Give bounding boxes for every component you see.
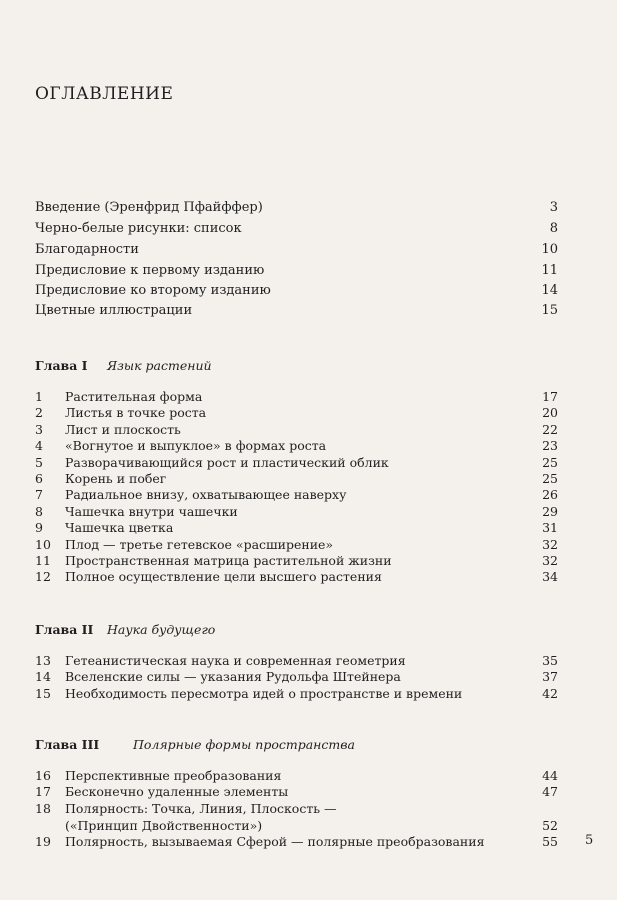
toc-entry	[35, 487, 558, 503]
entry-page: 44	[542, 768, 558, 783]
toc-entry	[35, 768, 558, 784]
entry-text: Полярность, вызываемая Сферой — полярные преобразования	[65, 834, 485, 849]
entry-text: Разворачивающийся рост и пластический облик	[65, 455, 389, 470]
entry-text: Необходимость пересмотра идей о пространстве и времени	[65, 686, 463, 701]
toc-entry	[35, 263, 558, 283]
entry-page: 25	[542, 471, 558, 486]
entry-number: 1	[35, 389, 43, 404]
toc-entry	[35, 303, 558, 323]
entry-text: «Вогнутое и выпуклое» в формах роста	[65, 438, 327, 453]
entry-page: 34	[542, 569, 558, 584]
entry-page: 32	[542, 537, 558, 552]
chapter-label: Глава II	[35, 622, 94, 637]
entry-page: 42	[542, 686, 558, 701]
entry-page: 25	[542, 455, 558, 470]
entry-number: 19	[35, 834, 51, 849]
toc-entry	[35, 553, 558, 569]
entry-page: 52	[542, 818, 558, 833]
chapter-title: Язык растений	[107, 358, 212, 373]
toc-entry	[35, 569, 558, 585]
entry-page: 22	[542, 422, 558, 437]
entry-number: 4	[35, 438, 43, 453]
entry-number: 15	[35, 686, 51, 701]
entry-text: Предисловие ко второму изданию	[35, 283, 271, 298]
entry-page: 29	[542, 504, 558, 519]
entry-text: Введение (Эренфрид Пфайффер)	[35, 200, 263, 215]
entry-text: Лист и плоскость	[65, 422, 181, 437]
toc-entry	[35, 520, 558, 536]
toc-entry	[35, 834, 558, 850]
toc-entry	[35, 801, 558, 817]
entry-number: 10	[35, 537, 51, 552]
page-number: 5	[585, 833, 594, 848]
entry-page: 23	[542, 438, 558, 453]
chapter-title: Наука будущего	[107, 622, 216, 637]
entry-text: Бесконечно удаленные элементы	[65, 784, 289, 799]
entry-number: 13	[35, 653, 51, 668]
entry-page: 15	[541, 303, 558, 318]
toc-entry	[35, 537, 558, 553]
entry-page: 26	[542, 487, 558, 502]
chapter-heading	[35, 622, 215, 637]
entry-number: 9	[35, 520, 43, 535]
entry-text: Вселенские силы — указания Рудольфа Штейнера	[65, 669, 401, 684]
entry-page: 31	[542, 520, 558, 535]
chapter-title: Полярные формы пространства	[133, 737, 355, 752]
entry-page: 8	[549, 221, 558, 236]
entry-number: 6	[35, 471, 43, 486]
entry-text: Благодарности	[35, 242, 139, 257]
entry-text: Пространственная матрица растительной жизни	[65, 553, 392, 568]
entry-page: 35	[542, 653, 558, 668]
toc-entry	[35, 784, 558, 800]
entry-text: Полярность: Точка, Линия, Плоскость —	[65, 801, 337, 816]
entry-text: («Принцип Двойственности»)	[65, 818, 263, 833]
entry-page: 3	[549, 200, 558, 215]
entry-number: 7	[35, 487, 43, 502]
entry-text: Цветные иллюстрации	[35, 303, 193, 318]
toc-entry	[35, 686, 558, 702]
entry-page: 37	[542, 669, 558, 684]
entry-text: Предисловие к первому изданию	[35, 263, 265, 278]
entry-page: 47	[542, 784, 558, 799]
chapter-label: Глава I	[35, 358, 88, 373]
chapter-heading	[35, 358, 212, 373]
entry-text: Черно-белые рисунки: список	[35, 221, 242, 236]
entry-number: 3	[35, 422, 43, 437]
entry-text: Корень и побег	[65, 471, 167, 486]
toc-entry	[35, 653, 558, 669]
toc-entry	[35, 438, 558, 454]
entry-page: 14	[541, 283, 558, 298]
toc-entry	[35, 242, 558, 262]
entry-text: Полное осуществление цели высшего растения	[65, 569, 382, 584]
toc-entry	[35, 283, 558, 303]
entry-text: Плод — третье гетевское «расширение»	[65, 537, 334, 552]
toc-entry	[35, 669, 558, 685]
toc-entry	[35, 422, 558, 438]
chapter-heading	[35, 737, 355, 752]
page-title: ОГЛАВЛЕНИЕ	[35, 84, 174, 104]
entry-number: 5	[35, 455, 43, 470]
entry-page: 10	[541, 242, 558, 257]
entry-text: Листья в точке роста	[65, 405, 207, 420]
toc-entry	[35, 389, 558, 405]
chapter-label: Глава III	[35, 737, 100, 752]
entry-number: 11	[35, 553, 51, 568]
toc-entry	[35, 221, 558, 241]
toc-entry	[35, 455, 558, 471]
entry-number: 14	[35, 669, 51, 684]
entry-number: 12	[35, 569, 51, 584]
entry-text: Чашечка внутри чашечки	[65, 504, 238, 519]
toc-entry	[35, 200, 558, 220]
toc-entry	[35, 471, 558, 487]
toc-entry	[35, 405, 558, 421]
entry-number: 16	[35, 768, 51, 783]
entry-page: 55	[542, 834, 558, 849]
toc-entry	[35, 818, 558, 834]
toc-entry	[35, 504, 558, 520]
entry-number: 2	[35, 405, 43, 420]
entry-page: 11	[541, 263, 558, 278]
entry-number: 18	[35, 801, 51, 816]
entry-number: 8	[35, 504, 43, 519]
entry-text: Радиальное внизу, охватывающее наверху	[65, 487, 347, 502]
entry-number: 17	[35, 784, 51, 799]
entry-page: 17	[542, 389, 558, 404]
entry-page: 20	[542, 405, 558, 420]
entry-text: Чашечка цветка	[65, 520, 174, 535]
entry-text: Гетеанистическая наука и современная геометрия	[65, 653, 406, 668]
entry-page: 32	[542, 553, 558, 568]
entry-text: Перспективные преобразования	[65, 768, 282, 783]
entry-text: Растительная форма	[65, 389, 203, 404]
